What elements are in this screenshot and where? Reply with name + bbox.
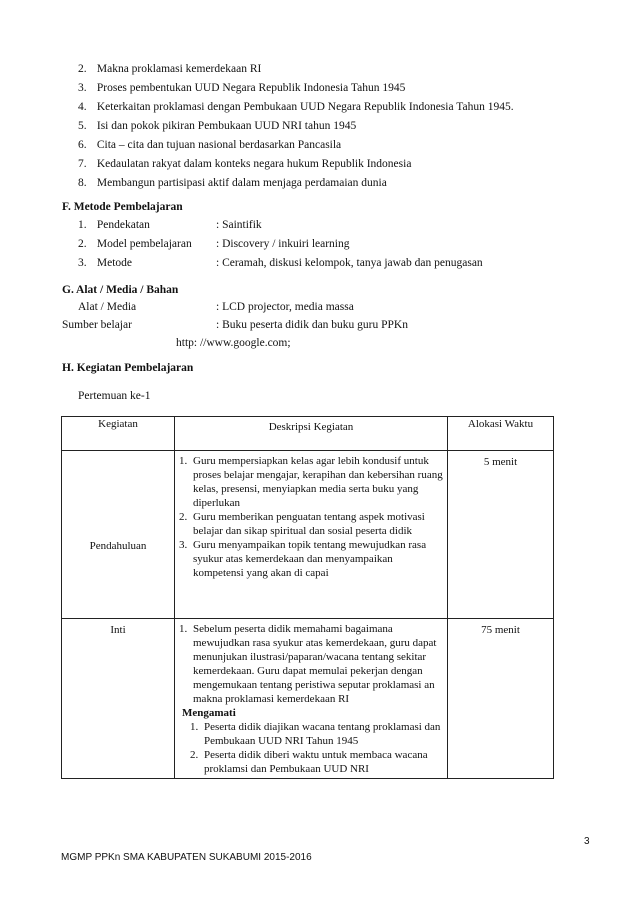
table-row (62, 451, 554, 619)
method-row: 3. Metode (78, 257, 133, 269)
table-row (62, 619, 554, 779)
inti-time: 75 menit (448, 619, 554, 779)
method-value: : Discovery / inkuiri learning (216, 238, 350, 250)
list-item: 5. Isi dan pokok pikiran Pembukaan UUD NRI tahun 1945 (78, 120, 357, 132)
list-item: 8. Membangun partisipasi aktif dalam menjaga perdamaian dunia (78, 177, 387, 189)
section-h-title: H. Kegiatan Pembelajaran (62, 362, 194, 374)
section-f-title: F. Metode Pembelajaran (62, 201, 183, 213)
header-alokasi: Alokasi Waktu (448, 417, 554, 451)
media-row-key: Alat / Media (78, 301, 137, 313)
list-item: 2. Makna proklamasi kemerdekaan RI (78, 63, 262, 75)
list-item: 6. Cita – cita dan tujuan nasional berdasarkan Pancasila (78, 139, 342, 151)
source-row-value: : Buku peserta didik dan buku guru PPKn (216, 319, 408, 331)
method-row: 1. Pendekatan (78, 219, 150, 231)
list-item: 2. Peserta didik diberi waktu untuk membaca wacana proklamsi dan Pembukaan UUD NRI (190, 749, 428, 775)
method-value: : Ceramah, diskusi kelompok, tanya jawab dan penugasan (216, 257, 483, 269)
list-item: 1. Sebelum peserta didik memahami bagaimana mewujudkan rasa syukur atas kemerdekaan, guru dapat menunjukan ilustrasi/paparan/wacana tentang sekitar kemerdekaan. Guru dapat memulai pekerjan dengan mengemukaan tentang peristiwa seputar proklamasi an makna proklamasi kemerdekaan RI (179, 623, 437, 705)
method-row: 2. Model pembelajaran (78, 238, 192, 250)
page-number: 3 (584, 836, 590, 847)
activity-table (61, 416, 554, 779)
list-item: 3. Proses pembentukan UUD Negara Republik Indonesia Tahun 1945 (78, 82, 406, 94)
section-g-title: G. Alat / Media / Bahan (62, 284, 179, 296)
pendahuluan-description (175, 451, 448, 619)
method-value: : Saintifik (216, 219, 262, 231)
pendahuluan-time: 5 menit (448, 451, 554, 619)
source-row-key: Sumber belajar (62, 319, 132, 331)
list-item: 1. Guru mempersiapkan kelas agar lebih kondusif untuk proses belajar mengajar, kerapihan dan kebersihan ruang kelas, presensi, menyiapkan media serta buku yang diperlukan (179, 455, 443, 509)
inti-description (175, 619, 448, 779)
footer-text: MGMP PPKn SMA KABUPATEN SUKABUMI 2015-2016 (61, 852, 312, 863)
list-item: 2. Guru memberikan penguatan tentang aspek motivasi belajar dan sikap spiritual dan sosial peserta didik (179, 511, 425, 537)
mengamati-title: Mengamati (182, 707, 236, 719)
table-header-row (62, 417, 554, 451)
source-url: http: //www.google.com; (176, 337, 291, 349)
list-item: 3. Guru menyampaikan topik tentang mewujudkan rasa syukur atas kemerdekaan dan menyampaikan kompetensi yang akan di capai (179, 539, 427, 579)
media-row-value: : LCD projector, media massa (216, 301, 354, 313)
list-item: 1. Peserta didik diajikan wacana tentang proklamasi dan Pembukaan UUD NRI Tahun 1945 (190, 721, 441, 747)
inti-label: Inti (62, 619, 175, 779)
header-kegiatan: Kegiatan (62, 417, 175, 451)
meeting-label: Pertemuan ke-1 (78, 390, 151, 402)
header-deskripsi: Deskripsi Kegiatan (175, 417, 448, 451)
list-item: 4. Keterkaitan proklamasi dengan Pembukaan UUD Negara Republik Indonesia Tahun 1945. (78, 101, 514, 113)
list-item: 7. Kedaulatan rakyat dalam konteks negara hukum Republik Indonesia (78, 158, 412, 170)
pendahuluan-label: Pendahuluan (62, 451, 175, 619)
